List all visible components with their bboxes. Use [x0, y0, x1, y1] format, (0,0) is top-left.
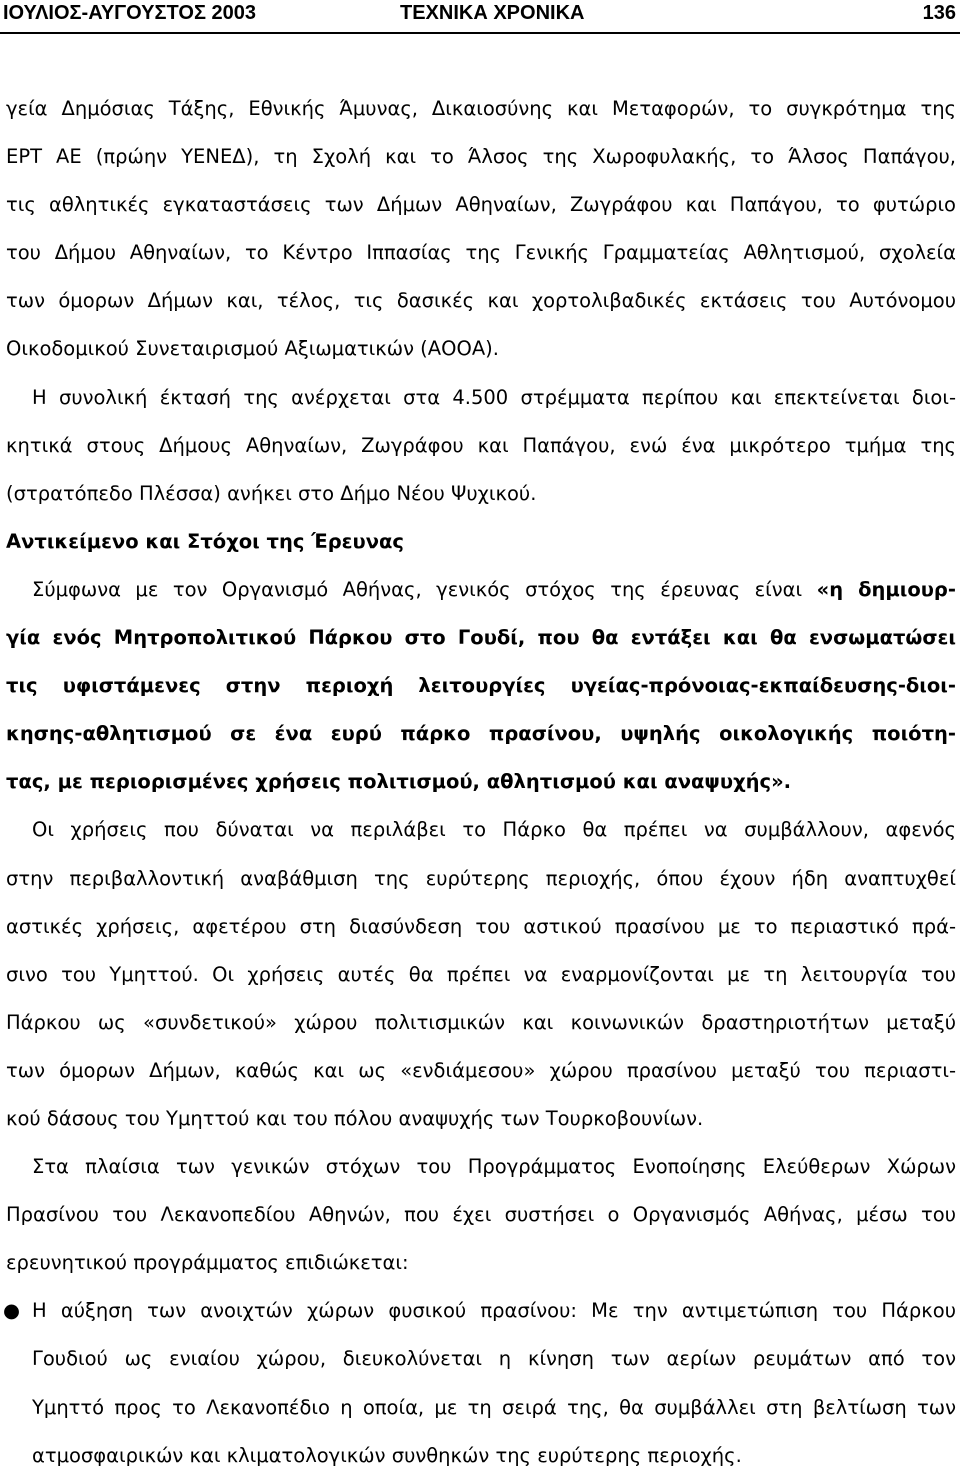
text-line: (στρατόπεδο Πλέσσα) ανήκει στο Δήμο Νέου Ψυχικού.	[6, 481, 537, 505]
text-line: κησης-αθλητισμού σε ένα ευρύ πάρκο πρασίνου, υψηλής οικολογικής ποιότη-	[6, 722, 956, 746]
text-line: Η συνολική έκτασή της ανέρχεται στα 4.500 στρέμματα περίπου και επεκτείνεται διοι-	[32, 385, 956, 409]
journal-issue: ΙΟΥΛΙΟΣ-ΑΥΓΟΥΣΤΟΣ 2003	[3, 2, 256, 24]
text-line: κού δάσους του Υμηττού και του πόλου αναψυχής των Τουρκοβουνίων.	[6, 1106, 704, 1130]
text-line	[3, 1287, 956, 1335]
text-line: τας, με περιορισμένες χρήσεις πολιτισμού, αθλητισμού και αναψυχής».	[6, 770, 792, 794]
text-line	[6, 566, 956, 614]
text-line: ατμοσφαιρικών και κλιματολογικών συνθηκών της ευρύτερης περιοχής.	[32, 1443, 742, 1467]
paragraph-area	[6, 374, 956, 518]
journal-title: ΤΕΧΝΙΚΑ ΧΡΟΝΙΚΑ	[400, 2, 585, 24]
text-line: τις αθλητικές εγκαταστάσεις των Δήμων Αθηναίων, Ζωγράφου και Παπάγου, το φυτώριο	[6, 193, 956, 217]
paragraph-facilities	[6, 85, 956, 374]
text-line: Οι χρήσεις που δύναται να περιλάβει το Πάρκο θα πρέπει να συμβάλλουν, αφενός	[32, 818, 956, 842]
text-line: γία ενός Μητροπολιτικού Πάρκου στο Γουδί, που θα εντάξει και θα ενσωματώσει	[6, 626, 956, 650]
text-line: Υμηττό προς το Λεκανοπέδιο η οποία, με τη σειρά της, θα συμβάλλει στη βελτίωση των	[32, 1395, 956, 1419]
text-line: κητικά στους Δήμους Αθηναίων, Ζωγράφου και Παπάγου, ενώ ένα μικρότερο τμήμα της	[6, 433, 956, 457]
paragraph-uses	[6, 806, 956, 1143]
text-line: αστικές χρήσεις, αφετέρου στη διασύνδεση του αστικού πρασίνου με το περιαστικό πρά-	[6, 914, 956, 938]
text-line: τις υφιστάμενες στην περιοχή λειτουργίες υγείας-πρόνοιας-εκπαίδευσης-διοι-	[6, 674, 956, 698]
text-line: στην περιβαλλοντική αναβάθμιση της ευρύτερης περιοχής, όπου έχουν ήδη αναπτυχθεί	[6, 866, 956, 890]
page-header	[0, 0, 960, 34]
text-line: Γουδιού ως ενιαίου χώρου, διευκολύνεται η κίνηση των αερίων ρευμάτων από τον	[32, 1347, 956, 1371]
text-line: Πάρκου ως «συνδετικού» χώρου πολιτισμικών και κοινωνικών δραστηριοτήτων μεταξύ	[6, 1010, 956, 1034]
text-line: των όμορων Δήμων, καθώς και ως «ενδιάμεσου» χώρου πρασίνου μεταξύ του περιαστι-	[6, 1058, 956, 1082]
text-normal: Σύμφωνα με τον Οργανισμό Αθήνας, γενικός στόχος της έρευνας είναι	[32, 577, 817, 601]
text-line: των όμορων Δήμων και, τέλος, τις δασικές και χορτολιβαδικές εκτάσεις του Αυτόνομου	[6, 289, 956, 313]
paragraph-program	[6, 1143, 956, 1287]
text-line: του Δήμου Αθηναίων, το Κέντρο Ιππασίας της Γενικής Γραμματείας Αθλητισμού, σχολεία	[6, 241, 956, 265]
bullet-icon: ●	[3, 1299, 21, 1323]
section-heading: Αντικείμενο και Στόχοι της Έρευνας	[6, 529, 404, 553]
text-line: Στα πλαίσια των γενικών στόχων του Προγράμματος Ενοποίησης Ελεύθερων Χώρων	[32, 1155, 956, 1179]
text-line: γεία Δημόσιας Τάξης, Εθνικής Άμυνας, Δικαιοσύνης και Μεταφορών, το συγκρότημα της	[6, 97, 956, 120]
paragraph-objective	[6, 566, 956, 806]
text-line: ΕΡΤ ΑΕ (πρώην ΥΕΝΕΔ), τη Σχολή και το Άλσος της Χωροφυλακής, το Άλσος Παπάγου,	[6, 145, 956, 169]
article-body	[3, 85, 956, 1480]
text-line: σινο του Υμηττού. Οι χρήσεις αυτές θα πρέπει να εναρμονίζονται με τη λειτουργία του	[6, 962, 956, 986]
bullet-item	[3, 1287, 956, 1479]
page-number: 136	[922, 2, 956, 24]
text-line: ερευνητικού προγράμματος επιδιώκεται:	[6, 1251, 409, 1275]
text-bold: «η δημιουρ-	[816, 577, 956, 601]
bullet-text: Η αύξηση των ανοιχτών χώρων φυσικού πρασίνου: Με την αντιμετώπιση του Πάρκου	[32, 1299, 956, 1323]
text-line: Οικοδομικού Συνεταιρισμού Αξιωματικών (ΑΟΟΑ).	[6, 337, 499, 361]
text-line: Πρασίνου του Λεκανοπεδίου Αθηνών, που έχει συστήσει ο Οργανισμός Αθήνας, μέσω του	[6, 1203, 956, 1227]
